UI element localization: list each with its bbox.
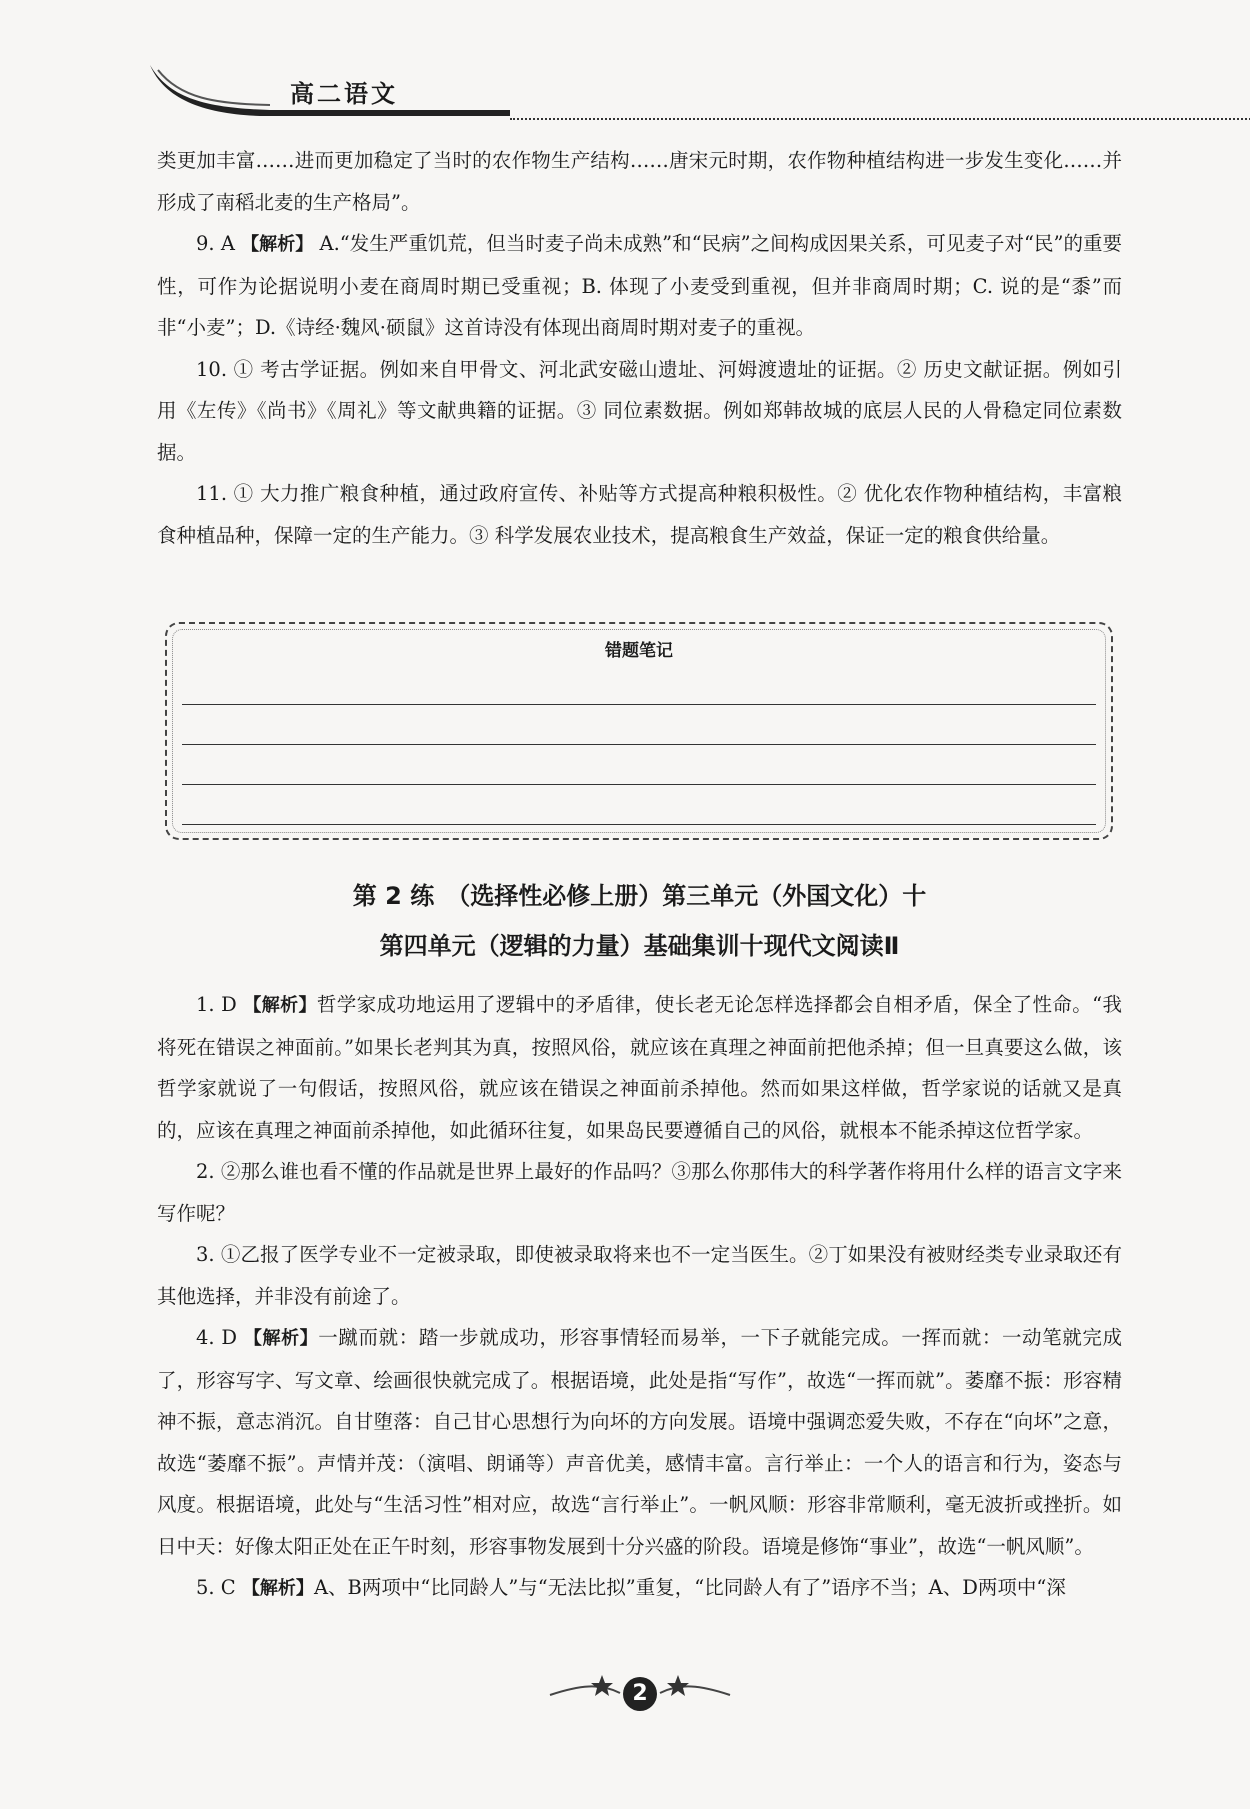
answer-4: 4. D 【解析】一蹴而就：踏一步就成功，形容事情轻而易举，一下子就能完成。一挥而就：一动笔就完成了，形容写字、写文章、绘画很快就完成了。根据语境，此处是指“写作”，故选“一挥而就”。萎靡不振：形容精神不振，意志消沉。自甘堕落：自己甘心思想行为向坏的方向发展。语境中强调恋爱失败，不存在“向坏”之意，故选“萎靡不振”。声情并茂：（演唱、朗诵等）声音优美，感情丰富。言行举止：一个人的语言和行为，姿态与风度。根据语境，此处与“生活习性”相对应，故选“言行举止”。一帆风顺：形容非常顺利，毫无波折或挫折。如日中天：好像太阳正处在正午时刻，形容事物发展到十分兴盛的阶段。语境是修饰“事业”，故选“一帆风顺”。 bbox=[157, 1326, 1122, 1558]
header-divider bbox=[510, 118, 1250, 120]
section-title-line2: 第四单元（逻辑的力量）基础集训十现代文阅读Ⅱ bbox=[379, 932, 900, 960]
answer-continuation: 类更加丰富……进而更加稳定了当时的农作物生产结构……唐宋元时期，农作物种植结构进一步发生变化……并形成了南稻北麦的生产格局”。 bbox=[157, 149, 1122, 214]
bottom-answers bbox=[157, 984, 1122, 1610]
page-header bbox=[150, 60, 1130, 130]
header-title: 高二语文 bbox=[290, 80, 398, 108]
answer-9: 9. A 【解析】 A.“发生严重饥荒，但当时麦子尚未成熟”和“民病”之间构成因果关系，可见麦子对“民”的重要性，可作为论据说明小麦在商周时期已受重视；B. 体现了小麦受到重视，但并非商周时期；C. 说的是“黍”而非“小麦”；D.《诗经·魏风·硕鼠》这首诗没有体现出商周时期对麦子的重视。 bbox=[157, 232, 1123, 339]
answer-11: 11. ① 大力推广粮食种植，通过政府宣传、补贴等方式提高种粮积极性。② 优化农作物种植结构，丰富粮食种植品种，保障一定的生产能力。③ 科学发展农业技术，提高粮食生产效益，保证一定的粮食供给量。 bbox=[157, 482, 1122, 547]
answer-3: 3. ①乙报了医学专业不一定被录取，即使被录取将来也不一定当医生。②丁如果没有被财经类专业录取还有其他选择，并非没有前途了。 bbox=[157, 1243, 1122, 1308]
notes-title: 错题笔记 bbox=[605, 641, 673, 661]
notes-line bbox=[182, 744, 1096, 745]
answer-10: 10. ① 考古学证据。例如来自甲骨文、河北武安磁山遗址、河姆渡遗址的证据。② 历史文献证据。例如引用《左传》《尚书》《周礼》等文献典籍的证据。③ 同位素数据。例如郑韩故城的底层人民的人骨稳定同位素数据。 bbox=[157, 357, 1122, 464]
notes-line bbox=[182, 784, 1096, 785]
top-answers bbox=[157, 140, 1122, 556]
section-title-line1: 第 2 练 （选择性必修上册）第三单元（外国文化）十 bbox=[352, 882, 927, 910]
answer-5: 5. C 【解析】A、B两项中“比同龄人”与“无法比拟”重复，“比同龄人有了”语序不当；A、D两项中“深 bbox=[196, 1576, 1066, 1599]
answer-2: 2. ②那么谁也看不懂的作品就是世界上最好的作品吗？③那么你那伟大的科学著作将用什么样的语言文字来写作呢？ bbox=[157, 1160, 1122, 1225]
mistake-notes-box bbox=[165, 622, 1113, 840]
notes-line bbox=[182, 704, 1096, 705]
answer-1: 1. D 【解析】哲学家成功地运用了逻辑中的矛盾律，使长老无论怎样选择都会自相矛盾，保全了性命。“我将死在错误之神面前。”如果长老判其为真，按照风俗，就应该在真理之神面前把他杀掉；但一旦真要这么做，该哲学家就说了一句假话，按照风俗，就应该在错误之神面前杀掉他。然而如果这样做，哲学家说的话就又是真的，应该在真理之神面前杀掉他，如此循环往复，如果岛民要遵循自己的风俗，就根本不能杀掉这位哲学家。 bbox=[157, 993, 1122, 1142]
notes-line bbox=[182, 824, 1096, 825]
page-footer bbox=[540, 1665, 740, 1735]
page-number: 2 bbox=[623, 1677, 657, 1711]
